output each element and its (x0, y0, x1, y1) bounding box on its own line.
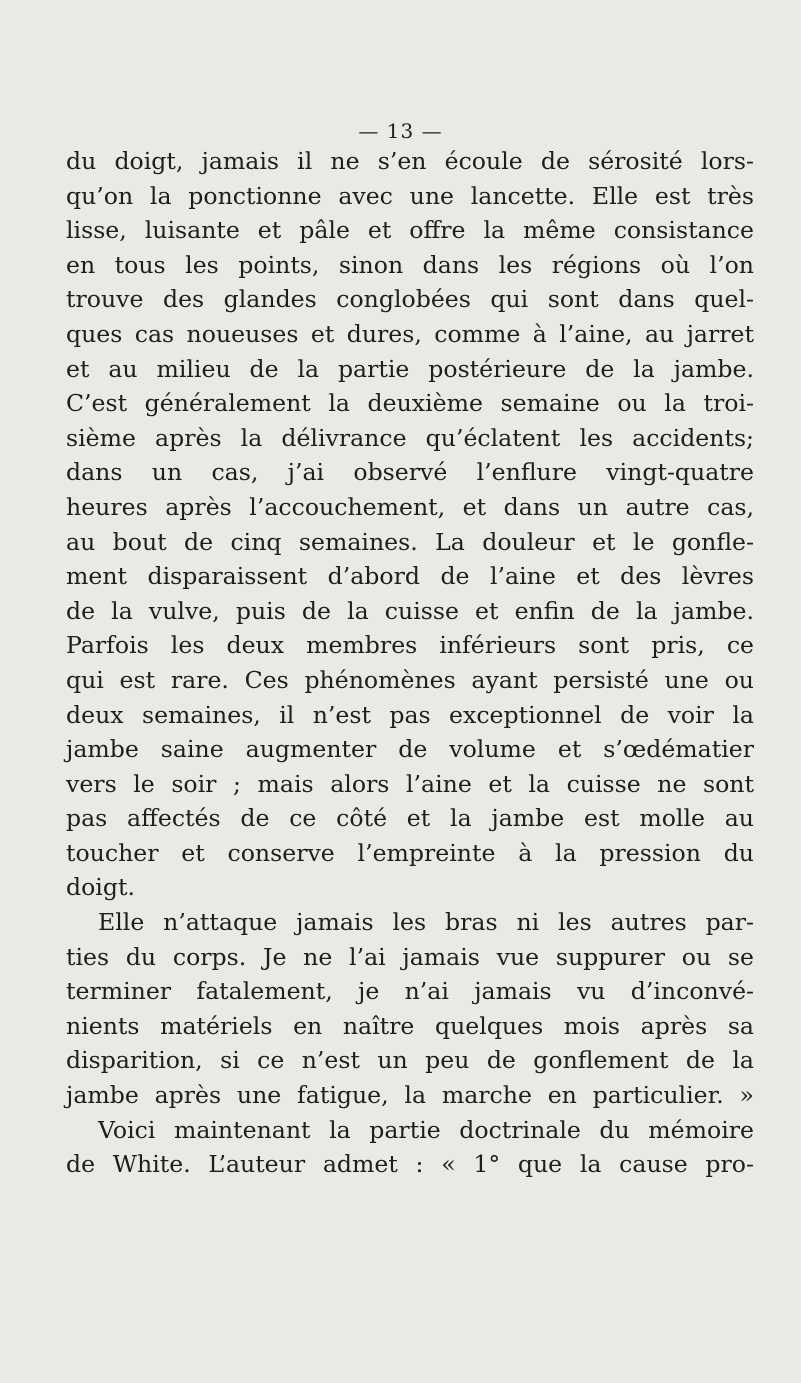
text-line: doigt. (66, 873, 135, 902)
text-line: ment disparaissent d’abord de l’aine et des lèvres (66, 562, 754, 591)
text-line: nients matériels en naître quelques mois après sa (66, 1011, 754, 1040)
text-line: heures après l’accouchement, et dans un autre cas, (66, 492, 754, 521)
text-line: dans un cas, j’ai observé l’enflure vingt-quatre (66, 458, 754, 487)
body-text (66, 144, 754, 1182)
text-line: du doigt, jamais il ne s’en écoule de sérosité lors- (66, 147, 754, 175)
text-line: ties du corps. Je ne l’ai jamais vue suppurer ou se (66, 942, 754, 971)
text-line: C’est généralement la deuxième semaine ou la troi- (66, 389, 754, 418)
text-line: sième après la délivrance qu’éclatent les accidents; (66, 423, 754, 452)
text-line: au bout de cinq semaines. La douleur et le gonfle- (66, 527, 754, 556)
text-line: en tous les points, sinon dans les régions où l’on (66, 250, 754, 279)
text-line: qu’on la ponctionne avec une lancette. Elle est très (66, 181, 754, 210)
text-line: qui est rare. Ces phénomènes ayant persisté une ou (66, 665, 754, 694)
text-line: et au milieu de la partie postérieure de la jambe. (66, 354, 754, 383)
text-line: de la vulve, puis de la cuisse et enfin de la jambe. (66, 596, 754, 625)
text-line: jambe saine augmenter de volume et s’œdématier (66, 735, 754, 764)
text-line: Voici maintenant la partie doctrinale du mémoire (98, 1115, 754, 1144)
text-line: vers le soir ; mais alors l’aine et la cuisse ne sont (66, 769, 754, 798)
text-line: ques cas noueuses et dures, comme à l’aine, au jarret (66, 319, 754, 348)
text-line: pas affectés de ce côté et la jambe est molle au (66, 804, 754, 833)
text-line: lisse, luisante et pâle et offre la même consistance (66, 216, 754, 245)
text-line: toucher et conserve l’empreinte à la pression du (66, 838, 754, 867)
page-number: — 13 — (358, 119, 443, 143)
text-line: trouve des glandes conglobées qui sont dans quel- (66, 285, 754, 314)
text-line: jambe après une fatigue, la marche en particulier. » (66, 1081, 754, 1110)
text-line: disparition, si ce n’est un peu de gonflement de la (66, 1046, 754, 1075)
text-line: de White. L’auteur admet : « 1° que la cause pro- (66, 1150, 754, 1179)
text-line: Elle n’attaque jamais les bras ni les autres par- (98, 908, 754, 937)
text-line: Parfois les deux membres inférieurs sont pris, ce (66, 631, 754, 660)
text-line: terminer fatalement, je n’ai jamais vu d’inconvé- (66, 977, 754, 1006)
text-line: deux semaines, il n’est pas exceptionnel de voir la (66, 700, 754, 729)
